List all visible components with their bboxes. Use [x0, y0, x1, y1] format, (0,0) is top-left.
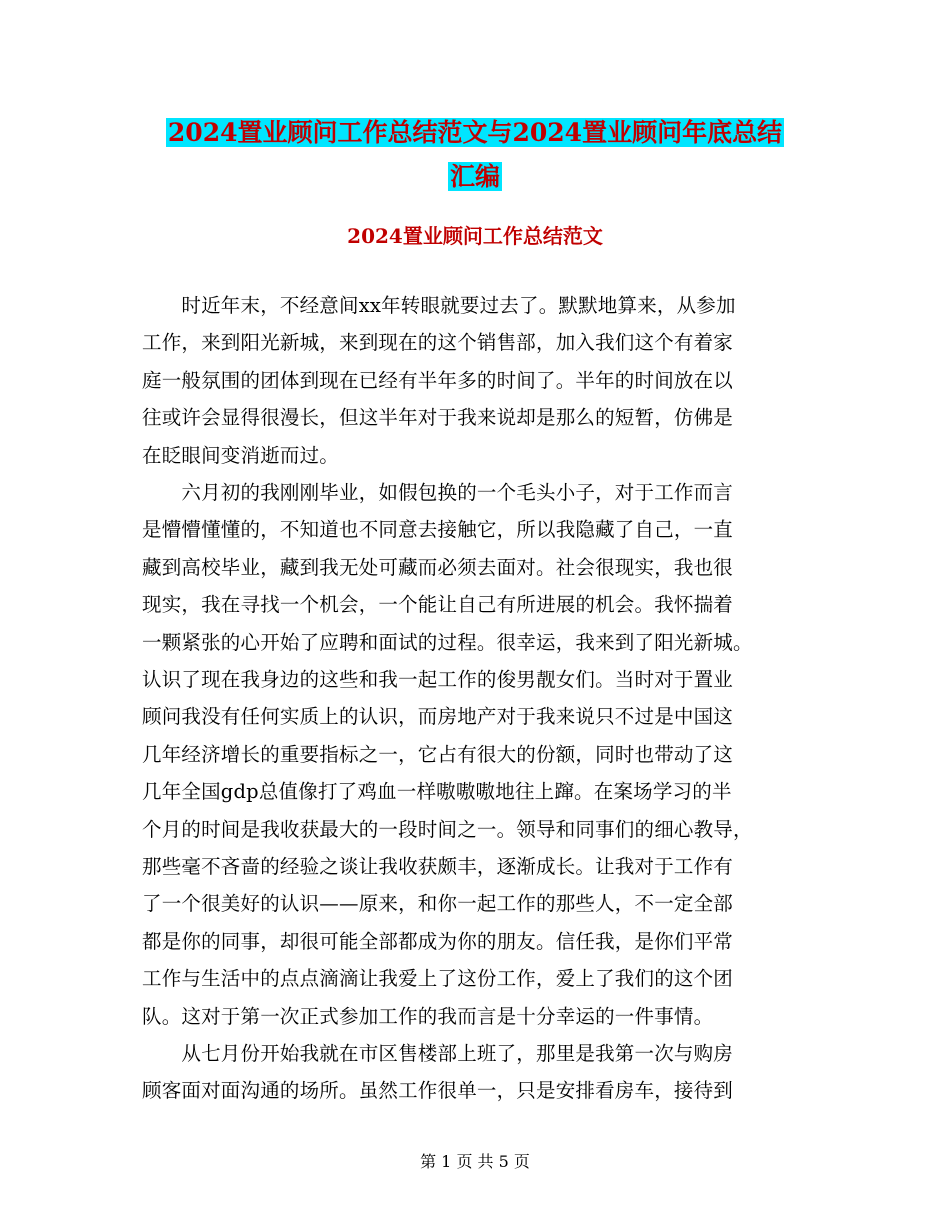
body-line: 在眨眼间变消逝而过。 [142, 443, 340, 467]
body-line: 工作，来到阳光新城，来到现在的这个销售部，加入我们这个有着家 [142, 331, 734, 355]
body-line: 一颗紧张的心开始了应聘和面试的过程。很幸运，我来到了阳光新城。 [142, 630, 753, 654]
section-heading: 2024置业顾问工作总结范文 [347, 224, 603, 248]
page-footer: 第 1 页 共 5 页 [420, 1152, 530, 1171]
body-line: 都是你的同事，却很可能全部都成为你的朋友。信任我，是你们平常 [142, 929, 734, 953]
body-line: 认识了现在我身边的这些和我一起工作的俊男靓女们。当时对于置业 [142, 668, 734, 691]
body-line: 庭一般氛围的团体到现在已经有半年多的时间了。半年的时间放在以 [142, 368, 734, 392]
body-line: 个月的时间是我收获最大的一段时间之一。领导和同事们的细心教导， [142, 817, 753, 841]
body-line: 队。这对于第一次正式参加工作的我而言是十分幸运的一件事情。 [142, 1004, 714, 1028]
body-line: 藏到高校毕业，藏到我无处可藏而必须去面对。社会很现实，我也很 [142, 555, 734, 579]
body-line: 那些毫不吝啬的经验之谈让我收获颇丰，逐渐成长。让我对于工作有 [142, 855, 734, 878]
body-line: 顾客面对面沟通的场所。虽然工作很单一，只是安排看房车，接待到 [142, 1079, 734, 1103]
body-line: 时近年末，不经意间xx年转眼就要过去了。默默地算来，从参加 [142, 294, 736, 317]
document-title-line-2 [0, 156, 950, 198]
body-line: 工作与生活中的点点滴滴让我爱上了这份工作，爱上了我们的这个团 [142, 967, 734, 991]
body-line: 了一个很美好的认识——原来，和你一起工作的那些人，不一定全部 [142, 892, 734, 916]
body-line: 几年全国gdp总值像打了鸡血一样嗷嗷嗷地往上蹿。在案场学习的半 [142, 780, 732, 804]
body-line: 几年经济增长的重要指标之一，它占有很大的份额，同时也带动了这 [142, 742, 734, 766]
body-line: 往或许会显得很漫长，但这半年对于我来说却是那么的短暂，仿佛是 [142, 406, 734, 430]
body-line: 顾问我没有任何实质上的认识，而房地产对于我来说只不过是中国这 [142, 705, 734, 729]
title-highlight: 汇编 [449, 162, 500, 191]
document-title-line-1 [0, 112, 950, 154]
body-line: 现实，我在寻找一个机会，一个能让自己有所进展的机会。我怀揣着 [142, 593, 734, 617]
body-line: 是懵懵懂懂的，不知道也不同意去接触它，所以我隐藏了自己，一直 [142, 518, 734, 542]
title-highlight: 2024置业顾问工作总结范文与2024置业顾问年底总结 [167, 118, 783, 147]
body-line: 从七月份开始我就在市区售楼部上班了，那里是我第一次与购房 [142, 1042, 734, 1065]
body-line: 六月初的我刚刚毕业，如假包换的一个毛头小子，对于工作而言 [142, 481, 734, 504]
